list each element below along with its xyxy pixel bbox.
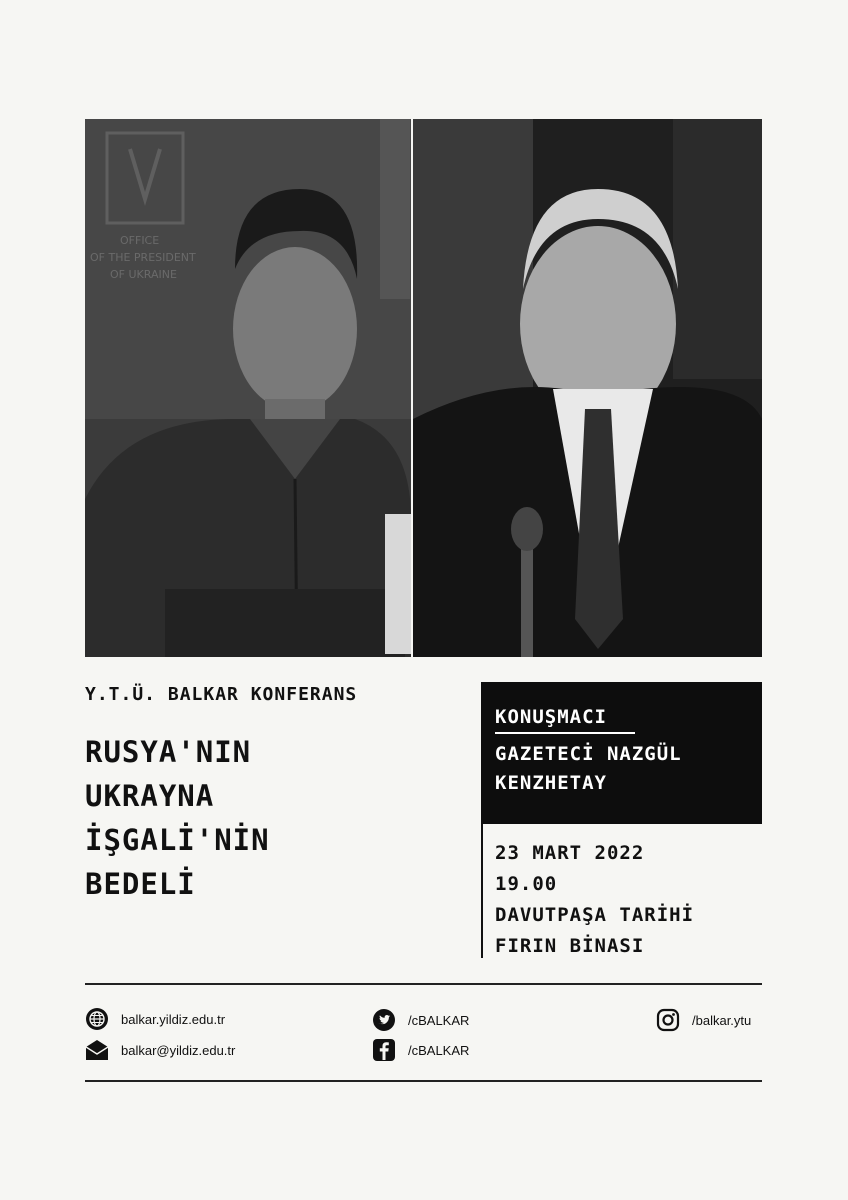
website-contact[interactable] <box>85 1007 225 1031</box>
event-subtitle: Y.T.Ü. BALKAR KONFERANS <box>85 684 358 705</box>
website-link[interactable]: balkar.yildiz.edu.tr <box>121 1011 226 1027</box>
event-venue-line-1: DAVUTPAŞA TARİHİ <box>495 904 695 926</box>
speaker-box <box>481 682 762 824</box>
instagram-icon <box>656 1008 680 1032</box>
envelope-icon <box>85 1038 109 1062</box>
speaker-label: KONUŞMACI <box>495 706 635 734</box>
facebook-handle[interactable]: /cBALKAR <box>408 1042 470 1058</box>
twitter-contact[interactable] <box>372 1008 469 1032</box>
title-line-1: RUSYA'NIN <box>85 735 252 769</box>
speaker-name-line-1: GAZETECİ NAZGÜL <box>495 743 682 765</box>
divider-top <box>85 983 762 985</box>
speaker-name <box>495 740 762 798</box>
twitter-icon <box>372 1008 396 1032</box>
divider-bottom <box>85 1080 762 1082</box>
sign-line-2: OF THE PRESIDENT <box>90 251 196 264</box>
photo-ukrainian-president <box>85 119 411 657</box>
event-venue-line-2: FIRIN BİNASI <box>495 935 645 957</box>
photo-row <box>85 119 762 657</box>
speaker-name-line-2: KENZHETAY <box>495 772 607 794</box>
email-link[interactable]: balkar@yildiz.edu.tr <box>121 1042 236 1058</box>
facebook-contact[interactable] <box>372 1038 469 1062</box>
event-details <box>481 824 762 958</box>
photo-russian-president <box>413 119 762 657</box>
event-title <box>85 730 445 906</box>
sign-line-1: OFFICE <box>120 234 160 247</box>
title-line-3: İŞGALİ'NİN <box>85 823 270 857</box>
instagram-handle[interactable]: /balkar.ytu <box>692 1012 752 1028</box>
event-time: 19.00 <box>495 873 558 895</box>
sign-line-3: OF UKRAINE <box>110 268 177 281</box>
globe-icon <box>85 1007 109 1031</box>
title-line-4: BEDELİ <box>85 867 196 901</box>
facebook-icon <box>372 1038 396 1062</box>
event-date: 23 MART 2022 <box>495 842 645 864</box>
title-line-2: UKRAYNA <box>85 779 215 813</box>
email-contact[interactable] <box>85 1038 235 1062</box>
instagram-contact[interactable] <box>656 1008 751 1032</box>
twitter-handle[interactable]: /cBALKAR <box>408 1012 470 1028</box>
